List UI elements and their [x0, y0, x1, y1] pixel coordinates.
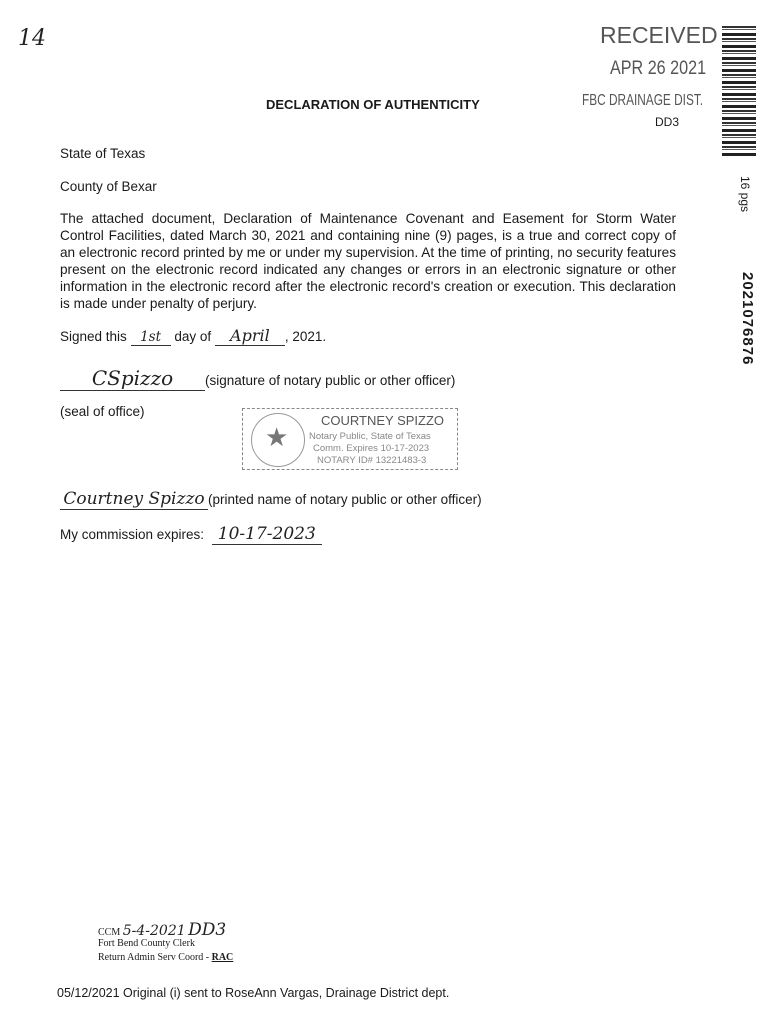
- signed-year: , 2021.: [284, 329, 327, 344]
- printed-name-line: [60, 489, 482, 510]
- clerk-line-1: Fort Bend County Clerk: [98, 938, 195, 949]
- signed-month: April: [215, 326, 285, 346]
- notary-line-1: Notary Public, State of Texas: [309, 431, 431, 442]
- received-stamp-title: RECEIVED: [600, 22, 718, 48]
- notary-name: COURTNEY SPIZZO: [321, 413, 445, 428]
- handwritten-page-mark: 14: [18, 26, 46, 51]
- commission-expiry: 10-17-2023: [212, 524, 322, 545]
- barcode: [722, 26, 756, 158]
- star-icon: ★: [265, 422, 289, 452]
- seal-label: (seal of office): [60, 404, 145, 419]
- declaration-body: The attached document, Declaration of Maintenance Covenant and Easement for Storm Water Control Facilities, dated March 30, 2021 and containing nine (9) pages, is a true and correct copy of an electronic record printed by me or under my supervision. At the time of printing, no security features present on the electronic record indicated any changes or errors in an electronic signature or other information in the electronic record after the electronic record's creation or execution. This declaration is made under penalty of perjury.: [60, 211, 676, 311]
- signed-line: [60, 326, 326, 346]
- clerk-line-2: Return Admin Serv Coord -: [98, 952, 212, 963]
- clerk-stamp: [98, 920, 234, 963]
- notary-line-3: NOTARY ID# 13221483-3: [317, 455, 427, 466]
- footer-note: 05/12/2021 Original (i) sent to RoseAnn Vargas, Drainage District dept.: [57, 986, 450, 1000]
- notary-printed-name: Courtney Spizzo: [60, 489, 208, 510]
- clerk-date: 5-4-2021: [122, 923, 186, 939]
- commission-line: [60, 524, 322, 545]
- received-stamp-code: DD3: [655, 115, 680, 129]
- county: County of Bexar: [60, 179, 157, 194]
- clerk-ccm: CCM: [98, 927, 121, 938]
- signature-label: (signature of notary public or other officer): [205, 373, 456, 388]
- page-title: DECLARATION OF AUTHENTICITY: [266, 97, 480, 112]
- commission-label: My commission expires:: [60, 527, 205, 542]
- signed-day-of: day of: [174, 329, 212, 344]
- clerk-line-2-code: RAC: [211, 952, 234, 963]
- signed-prefix: Signed this: [60, 329, 127, 344]
- instrument-number: 2021076876: [739, 272, 756, 366]
- received-stamp-department: FBC DRAINAGE DIST.: [582, 92, 704, 109]
- notary-line-2: Comm. Expires 10-17-2023: [313, 443, 430, 454]
- clerk-code: DD3: [188, 920, 227, 940]
- signed-day: 1st: [131, 329, 171, 346]
- page-count: 16 pgs: [738, 176, 752, 213]
- received-stamp-date: APR 26 2021: [610, 58, 707, 79]
- notary-stamp: [242, 408, 458, 470]
- printed-name-label: (printed name of notary public or other officer): [208, 492, 482, 507]
- state: State of Texas: [60, 146, 146, 161]
- signature-line: [60, 366, 455, 391]
- notary-signature: CSpizzo: [60, 366, 205, 391]
- notary-seal: [251, 413, 305, 467]
